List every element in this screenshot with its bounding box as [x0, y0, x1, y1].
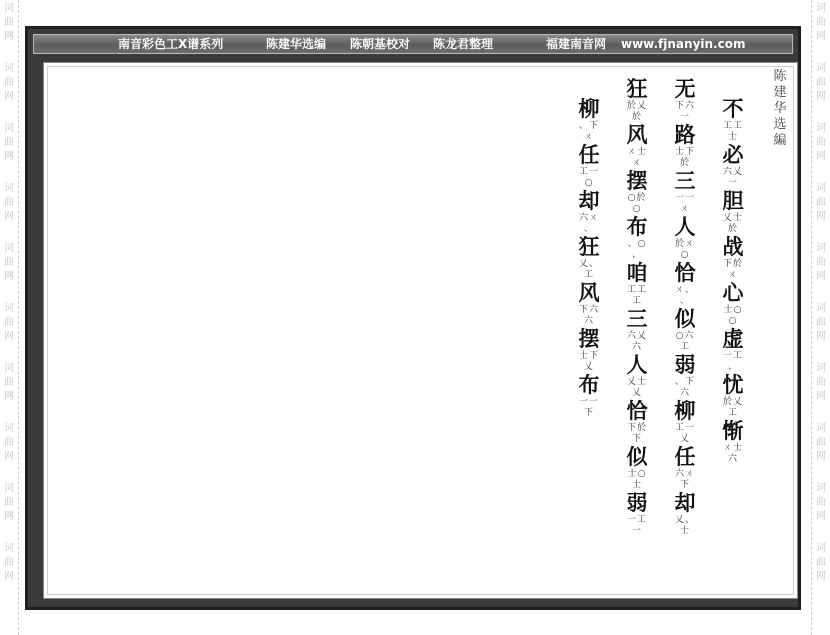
notation-mark: 士 — [727, 132, 738, 142]
notation-mark: ㄨ — [679, 204, 690, 214]
notation-mark: ○於 — [627, 193, 647, 203]
notation-mark: 一一 — [578, 397, 599, 407]
lyric-character: 布 — [626, 214, 648, 239]
notation-mark: 六 — [583, 316, 594, 326]
notation-mark: 六ㄨ — [674, 469, 695, 479]
notation-mark: 、 — [583, 224, 594, 234]
score-column — [668, 77, 702, 537]
notation-mark: 工 — [631, 296, 642, 306]
notation-mark: 工一 — [578, 167, 599, 177]
compiler-label: 陈建华选編 — [773, 69, 787, 148]
notation-mark: 下 — [679, 480, 690, 490]
lyric-character: 三 — [674, 168, 696, 193]
header-banner — [33, 34, 793, 54]
notation-mark: 乂士 — [722, 213, 743, 223]
notation-mark: 士 — [679, 526, 690, 536]
lyric-character: 无 — [674, 76, 696, 101]
lyric-character: 心 — [722, 280, 744, 305]
notation-mark: 一工 — [626, 515, 647, 525]
notation-mark: 一工 — [722, 351, 743, 361]
notation-mark: 、下 — [674, 377, 695, 387]
lyric-character: 战 — [722, 234, 744, 259]
watermark-text: 词曲网 — [4, 183, 14, 222]
notation-mark: 於ㄨ — [674, 239, 695, 249]
watermark-text: 词曲网 — [816, 423, 826, 462]
notation-mark: ○ — [680, 250, 690, 260]
watermark-text: 词曲网 — [4, 483, 14, 522]
lyric-character: 弱 — [626, 490, 648, 515]
notation-mark: ㄨ士 — [626, 147, 647, 157]
watermark-text: 词曲网 — [816, 63, 826, 102]
score-column — [620, 77, 654, 537]
notation-mark: 下於 — [722, 259, 743, 269]
notation-mark: 於 — [727, 224, 738, 234]
notation-mark: 一 — [727, 178, 738, 188]
notation-mark: 六 — [727, 454, 738, 464]
notation-mark: ○ — [584, 178, 594, 188]
notation-mark: 六乂 — [722, 167, 743, 177]
notation-mark: 士○ — [627, 469, 647, 479]
notation-mark: 於 — [631, 112, 642, 122]
notation-mark: 下 — [583, 408, 594, 418]
notation-mark: ㄨ — [583, 132, 594, 142]
watermark-text: 词曲网 — [4, 363, 14, 402]
watermark-text: 词曲网 — [4, 543, 14, 582]
notation-mark: 乂 — [631, 388, 642, 398]
notation-mark: 下於 — [626, 423, 647, 433]
organizer-credit: 陈龙君整理 — [433, 37, 494, 51]
lyric-character: 任 — [578, 142, 600, 167]
lyric-character: 风 — [626, 122, 648, 147]
lyric-character: 却 — [578, 188, 600, 213]
watermark-text: 词曲网 — [816, 123, 826, 162]
watermark-text: 词曲网 — [816, 363, 826, 402]
watermark-text: 词曲网 — [4, 63, 14, 102]
lyric-character: 布 — [578, 372, 600, 397]
watermark-text: 词曲网 — [816, 483, 826, 522]
lyric-character: 狂 — [626, 76, 648, 101]
notation-mark: ㄨ — [631, 158, 642, 168]
notation-mark: 士下 — [674, 147, 695, 157]
notation-mark: 工一 — [674, 423, 695, 433]
lyric-character: 似 — [674, 306, 696, 331]
notation-mark: 下六 — [674, 101, 695, 111]
score-column — [716, 97, 750, 465]
notation-mark: 工 — [583, 270, 594, 280]
notation-mark: 一一 — [674, 193, 695, 203]
lyric-character: 狂 — [578, 234, 600, 259]
notation-mark: ㄨ — [727, 270, 738, 280]
watermark-text: 词曲网 — [816, 3, 826, 42]
notation-mark: ㄨ士 — [722, 443, 743, 453]
lyric-character: 惭 — [722, 418, 744, 443]
lyric-character: 胆 — [722, 188, 744, 213]
lyric-character: 必 — [722, 142, 744, 167]
notation-mark: 士 — [631, 480, 642, 490]
lyric-character: 风 — [578, 280, 600, 305]
series-title: 南音彩色工X谱系列 — [118, 37, 224, 51]
site-url[interactable]: www.fjnanyin.com — [621, 37, 746, 51]
lyric-character: 虚 — [722, 326, 744, 351]
notation-mark: 工 — [727, 408, 738, 418]
notation-mark: 、下 — [578, 121, 599, 131]
notation-mark: 六 — [631, 342, 642, 352]
watermark-text: 词曲网 — [4, 423, 14, 462]
notation-mark: 於乂 — [626, 101, 647, 111]
score-page — [43, 62, 798, 599]
notation-mark: 乂士 — [626, 377, 647, 387]
watermark-text: 词曲网 — [4, 123, 14, 162]
lyric-character: 却 — [674, 490, 696, 515]
notation-mark: 工工 — [626, 285, 647, 295]
notation-mark: 一 — [679, 112, 690, 122]
notation-mark: 下六 — [578, 305, 599, 315]
notation-mark: 乂、 — [674, 515, 695, 525]
lyric-character: 柳 — [578, 96, 600, 121]
notation-mark: 工 — [679, 342, 690, 352]
lyric-character: 人 — [626, 352, 648, 377]
score-sheet — [25, 26, 801, 610]
notation-mark: 士下 — [578, 351, 599, 361]
site-name: 福建南音网 — [546, 37, 607, 51]
notation-mark: 士○ — [723, 305, 743, 315]
lyric-character: 路 — [674, 122, 696, 147]
lyric-character: 咱 — [626, 260, 648, 285]
notation-mark: 乂 — [583, 362, 594, 372]
notation-mark: 、○ — [627, 239, 647, 249]
watermark-text: 词曲网 — [816, 183, 826, 222]
notation-mark: 於 — [679, 158, 690, 168]
watermark-text: 词曲网 — [4, 3, 14, 42]
lyric-character: 弱 — [674, 352, 696, 377]
notation-mark: 乂、 — [578, 259, 599, 269]
notation-mark: 六ㄨ — [578, 213, 599, 223]
notation-mark: ○ — [728, 316, 738, 326]
notation-mark: 於乂 — [722, 397, 743, 407]
notation-mark: 、 — [727, 362, 738, 372]
notation-mark: ○ — [632, 204, 642, 214]
lyric-character: 摆 — [578, 326, 600, 351]
notation-mark: 、 — [679, 296, 690, 306]
lyric-character: 恰 — [674, 260, 696, 285]
lyric-character: 忧 — [722, 372, 744, 397]
notation-mark: 、 — [631, 250, 642, 260]
watermark-text: 词曲网 — [816, 543, 826, 582]
notation-mark: 六乂 — [626, 331, 647, 341]
lyric-character: 不 — [722, 96, 744, 121]
notation-mark: 下 — [631, 434, 642, 444]
right-watermark-column — [811, 0, 830, 635]
notation-mark: ㄨ、 — [674, 285, 695, 295]
watermark-text: 词曲网 — [816, 243, 826, 282]
lyric-character: 人 — [674, 214, 696, 239]
proofreader-credit: 陈朝基校对 — [350, 37, 411, 51]
notation-mark: ○六 — [675, 331, 695, 341]
score-page-inner — [47, 66, 794, 595]
notation-mark: 工工 — [722, 121, 743, 131]
watermark-text: 词曲网 — [4, 243, 14, 282]
watermark-text: 词曲网 — [816, 303, 826, 342]
notation-mark: 乂 — [679, 434, 690, 444]
score-column — [572, 97, 606, 419]
left-watermark-column — [0, 0, 19, 635]
selector-credit: 陈建华选编 — [266, 37, 327, 51]
watermark-text: 词曲网 — [4, 303, 14, 342]
notation-mark: 一 — [631, 526, 642, 536]
notation-mark: 六 — [679, 388, 690, 398]
lyric-character: 三 — [626, 306, 648, 331]
lyric-character: 恰 — [626, 398, 648, 423]
lyric-character: 似 — [626, 444, 648, 469]
lyric-character: 摆 — [626, 168, 648, 193]
lyric-character: 任 — [674, 444, 696, 469]
lyric-character: 柳 — [674, 398, 696, 423]
